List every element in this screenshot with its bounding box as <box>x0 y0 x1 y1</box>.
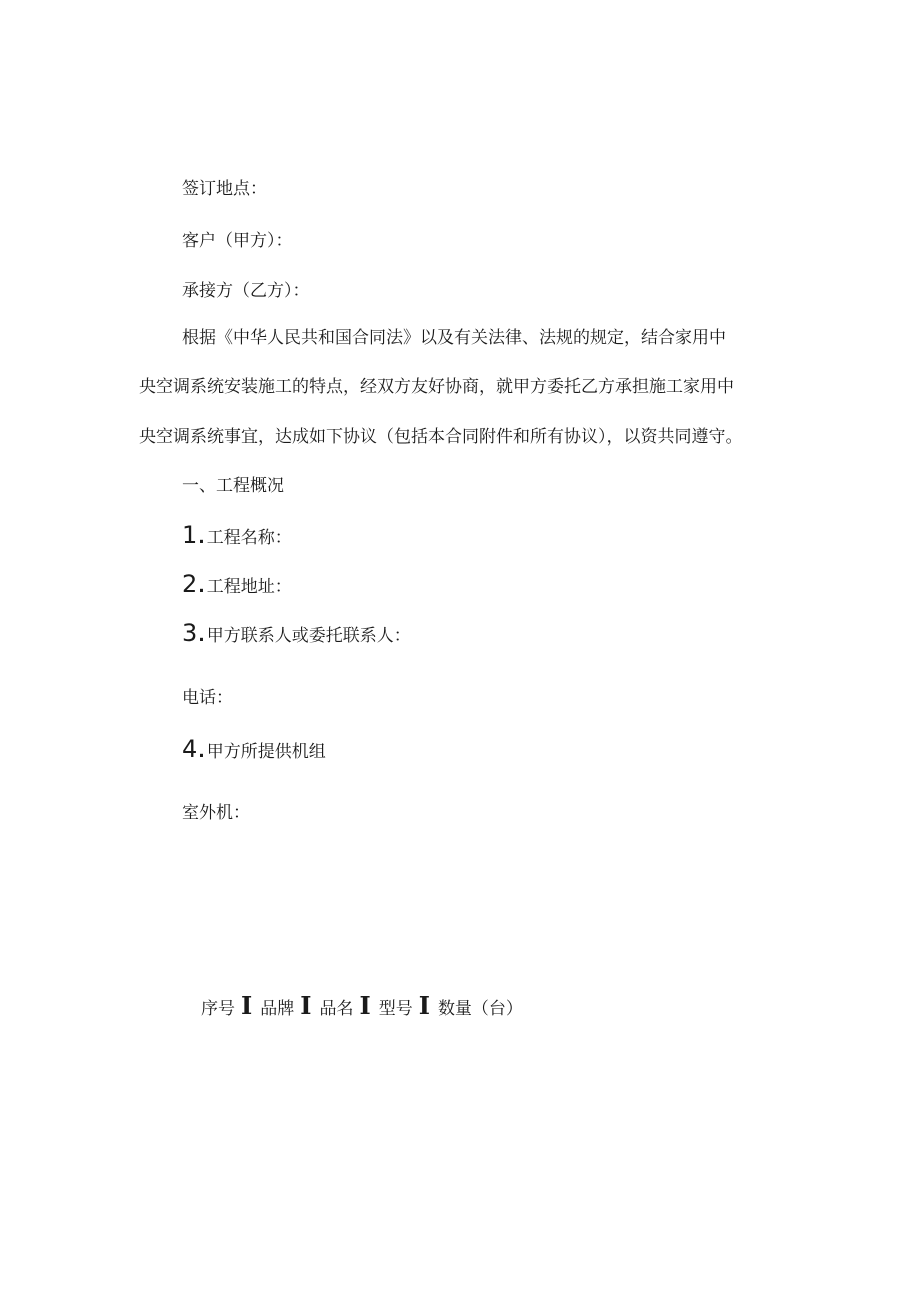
column-header-product-name: 品名 <box>319 999 354 1019</box>
column-header-quantity: 数量（台） <box>437 999 523 1019</box>
item-number: 4 <box>182 735 199 763</box>
column-header-brand: 品牌 <box>260 999 295 1019</box>
item-number: 1 <box>182 521 199 549</box>
signing-place-label: 签订地点： <box>182 179 267 199</box>
column-header-model: 型号 <box>378 999 413 1019</box>
outdoor-unit-label: 室外机： <box>182 803 250 823</box>
item-project-address <box>182 572 292 599</box>
section-heading: 一、工程概况 <box>182 476 284 496</box>
item-dot: . <box>198 742 205 762</box>
item-text: 甲方联系人或委托联系人： <box>206 626 411 646</box>
item-text: 工程名称： <box>206 528 292 548</box>
preamble-line-3: 央空调系统事宜，达成如下协议（包括本合同附件和所有协议），以资共同遵守。 <box>139 427 743 447</box>
item-dot: . <box>198 577 205 597</box>
column-separator: I <box>241 991 253 1020</box>
preamble-line-1: 根据《中华人民共和国合同法》以及有关法律、法规的规定，结合家用中 <box>182 328 726 348</box>
item-contact-person <box>182 621 411 648</box>
column-separator: I <box>300 991 312 1020</box>
preamble-line-2: 央空调系统安装施工的特点，经双方友好协商，就甲方委托乙方承担施工家用中 <box>139 377 734 397</box>
item-text: 工程地址： <box>206 577 292 597</box>
item-number: 3 <box>182 619 199 647</box>
item-text: 甲方所提供机组 <box>206 742 326 762</box>
contractor-label: 承接方（乙方）： <box>182 281 310 301</box>
item-number: 2 <box>182 570 199 598</box>
column-separator: I <box>418 991 430 1020</box>
column-header-index: 序号 <box>201 999 235 1019</box>
table-header-row <box>201 991 523 1022</box>
client-label: 客户（甲方）： <box>182 231 293 251</box>
item-project-name <box>182 523 292 550</box>
item-dot: . <box>198 626 205 646</box>
item-provided-units <box>182 737 326 764</box>
column-separator: I <box>359 991 371 1020</box>
phone-label: 电话： <box>182 688 233 708</box>
item-dot: . <box>198 528 205 548</box>
